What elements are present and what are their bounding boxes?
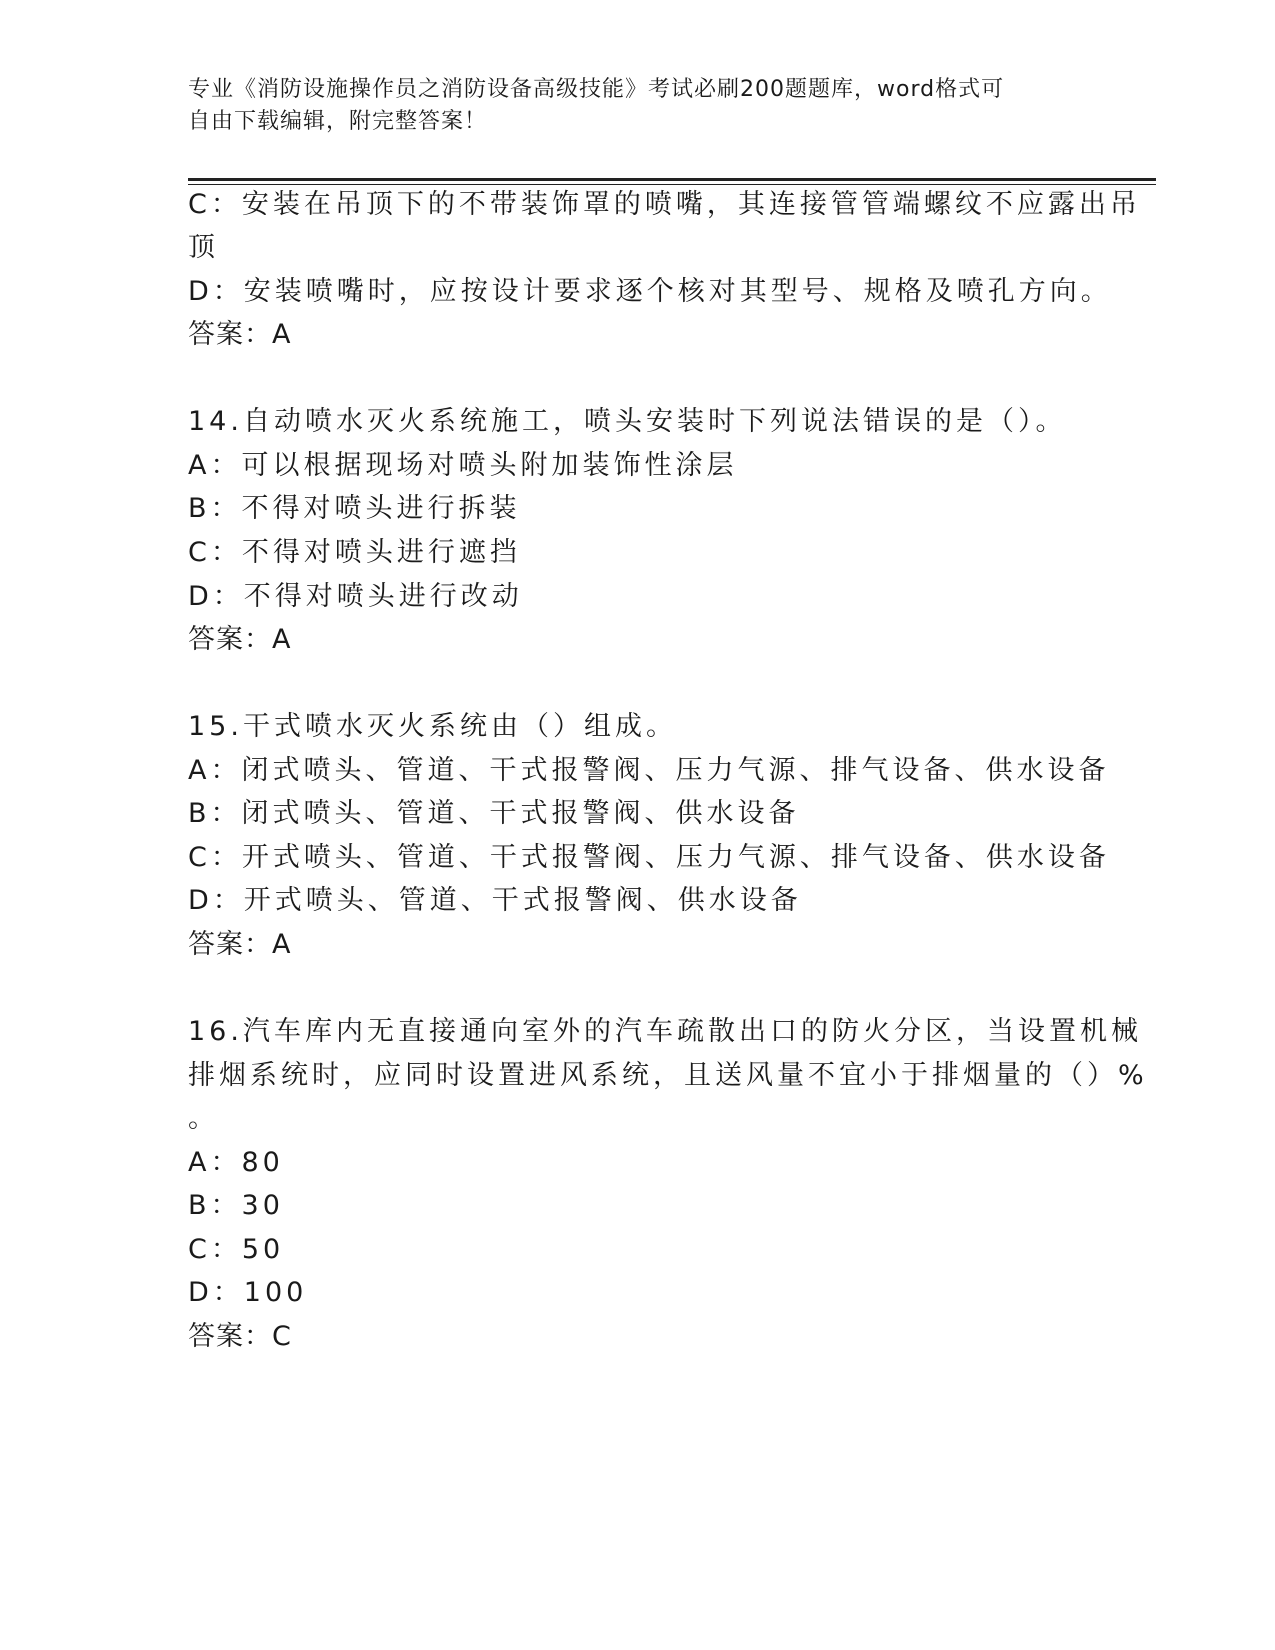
q16-option-a: A：80 (188, 1147, 284, 1178)
q16-option-d: D：100 (188, 1277, 308, 1308)
q15-option-d: D：开式喷头、管道、干式报警阀、供水设备 (188, 885, 802, 916)
q15-option-a: A：闭式喷头、管道、干式报警阀、压力气源、排气设备、供水设备 (188, 755, 1110, 786)
q14-option-a: A：可以根据现场对喷头附加装饰性涂层 (188, 450, 738, 481)
q13-option-c-line2: 顶 (188, 232, 219, 263)
q14-option-c: C：不得对喷头进行遮挡 (188, 537, 521, 568)
header-line-1: 专业《消防设施操作员之消防设备高级技能》考试必刷200题题库，word格式可 (188, 77, 1005, 102)
q16-stem-line3: 。 (188, 1103, 219, 1134)
q15-answer: 答案：A (188, 929, 292, 960)
header-divider-thick (188, 178, 1156, 181)
q15-option-c: C：开式喷头、管道、干式报警阀、压力气源、排气设备、供水设备 (188, 842, 1110, 873)
document-header (188, 74, 1068, 138)
q14-option-b: B：不得对喷头进行拆装 (188, 493, 521, 524)
q13-option-d: D：安装喷嘴时，应按设计要求逐个核对其型号、规格及喷孔方向。 (188, 276, 1112, 307)
q14-option-d: D：不得对喷头进行改动 (188, 581, 523, 612)
header-line-2: 自由下载编辑，附完整答案！ (188, 109, 488, 134)
q13-answer: 答案：A (188, 319, 292, 350)
q15-stem: 15.干式喷水灭火系统由（）组成。 (188, 711, 677, 742)
q16-answer: 答案：C (188, 1321, 292, 1352)
q14-answer: 答案：A (188, 624, 292, 655)
q16-stem-line1: 16.汽车库内无直接通向室外的汽车疏散出口的防火分区，当设置机械 (188, 1016, 1142, 1047)
q14-stem: 14.自动喷水灭火系统施工，喷头安装时下列说法错误的是（）。 (188, 406, 1067, 437)
header-divider-thin (188, 184, 1156, 185)
q15-option-b: B：闭式喷头、管道、干式报警阀、供水设备 (188, 798, 800, 829)
q16-stem-line2: 排烟系统时，应同时设置进风系统，且送风量不宜小于排烟量的（）% (188, 1060, 1148, 1091)
q16-option-c: C：50 (188, 1234, 285, 1265)
q13-option-c-line1: C：安装在吊顶下的不带装饰罩的喷嘴，其连接管管端螺纹不应露出吊 (188, 189, 1141, 220)
q16-option-b: B：30 (188, 1190, 284, 1221)
